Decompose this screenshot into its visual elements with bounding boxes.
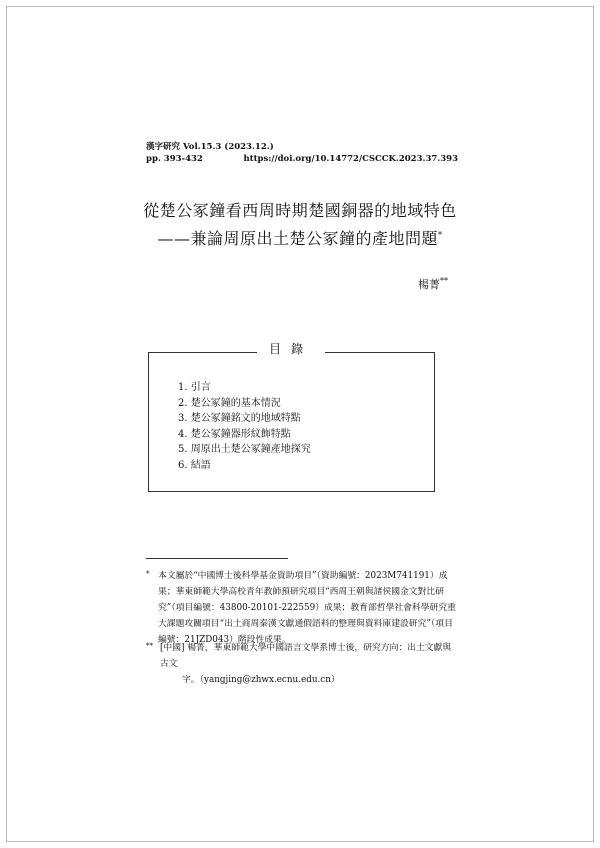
footnote-1 [146, 568, 458, 648]
toc-item-1[interactable]: 1. 引言 [178, 382, 211, 393]
subtitle-text: ——兼論周原出土楚公冢鐘的產地問題 [157, 229, 438, 248]
toc-item-6[interactable]: 6. 結語 [178, 459, 211, 471]
toc-item-5[interactable]: 5. 周原出土楚公冢鐘產地探究 [178, 444, 311, 456]
page-range: pp. 393-432 [146, 154, 203, 164]
footnote-2-continuation: 字。（yangjing@zhwx.ecnu.edu.cn） [182, 675, 340, 685]
footnote-rule [146, 558, 288, 559]
title-footnote-mark[interactable]: * [438, 230, 443, 240]
footnote-2-mark: ** [146, 642, 153, 650]
doi-link[interactable]: https://doi.org/10.14772/CSCCK.2023.37.393 [243, 154, 458, 164]
title-main: 從楚公冢鐘看西周時期楚國銅器的地域特色 [143, 201, 457, 220]
footnote-1-text: 本文屬於“中國博士後科學基金資助項目”（資助編號：2023M741191）成果；華東師範大學高校青年教師預研究項目“西周王朝與諸侯國金文對比研究”（項目編號：43800-20101-222559）成果；教育部哲學社會科學研究重大課題攻關項目“出土商周秦漢文獻通假語料的整理與資料庫建設研究”（項目編號：21JZD043）階段性成果。 [158, 571, 456, 645]
author-footnote-mark[interactable]: ** [440, 276, 448, 286]
journal-name: 漢字研究 Vol.15.3 (2023.12.) [146, 142, 274, 152]
footnote-1-mark: * [146, 570, 150, 578]
author-name: 楊菁 [418, 278, 440, 291]
footnote-2-text: [中國] 楊菁，華東師範大學中國語言文學系博士後，研究方向：出土文獻與古文 [160, 643, 452, 669]
title-subtitle [90, 226, 510, 249]
toc-item-2[interactable]: 2. 楚公冢鐘的基本情況 [178, 397, 281, 409]
toc-list [178, 380, 311, 474]
toc-item-4[interactable]: 4. 楚公冢鐘器形紋飾特點 [178, 428, 291, 440]
toc-item-3[interactable]: 3. 楚公冢鐘銘文的地域特點 [178, 413, 301, 425]
toc-heading-text: 目錄 [257, 342, 325, 356]
author [418, 276, 448, 292]
toc-heading [150, 340, 432, 357]
footnote-2 [146, 640, 458, 688]
